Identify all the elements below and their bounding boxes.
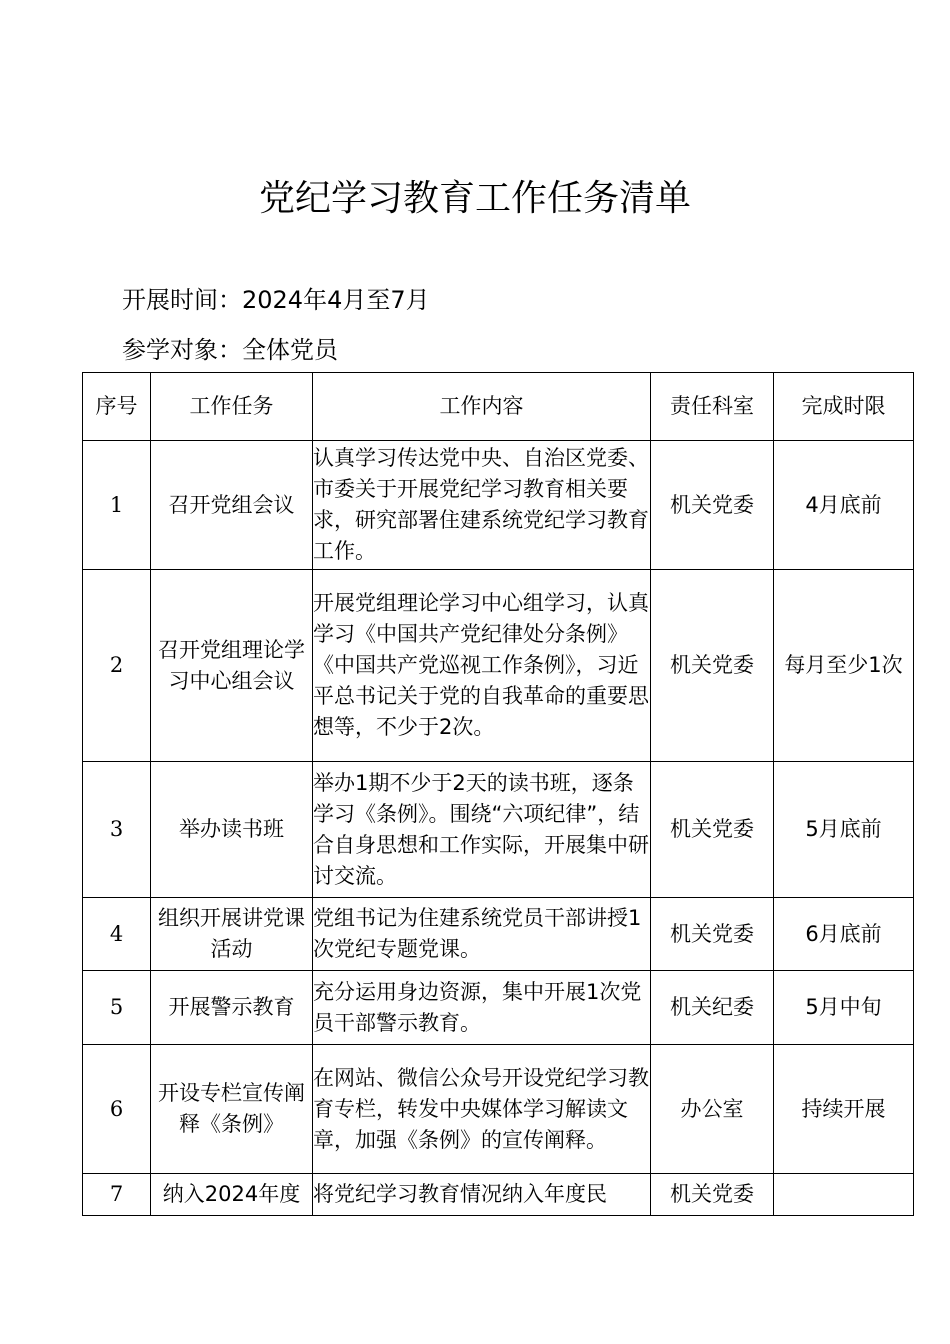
header-task: 工作任务 [151,373,313,441]
cell-deadline: 4月底前 [774,441,914,570]
table-row [83,441,914,570]
cell-content: 将党纪学习教育情况纳入年度民 [313,1174,651,1216]
cell-content: 举办1期不少于2天的读书班，逐条学习《条例》。围绕“六项纪律”，结合自身思想和工作实际，开展集中研讨交流。 [313,762,651,898]
cell-deadline: 5月底前 [774,762,914,898]
cell-task: 召开党组理论学习中心组会议 [151,570,313,762]
header-seq: 序号 [83,373,151,441]
table-row [83,570,914,762]
cell-deadline: 5月中旬 [774,971,914,1045]
cell-task: 开设专栏宣传阐释《条例》 [151,1045,313,1174]
cell-task: 纳入2024年度 [151,1174,313,1216]
table-row [83,898,914,971]
cell-dept: 机关党委 [651,441,774,570]
cell-content: 在网站、微信公众号开设党纪学习教育专栏，转发中央媒体学习解读文章，加强《条例》的宣传阐释。 [313,1045,651,1174]
cell-seq: 4 [83,898,151,971]
cell-seq: 1 [83,441,151,570]
schedule-line [122,280,430,315]
cell-deadline: 每月至少1次 [774,570,914,762]
cell-dept: 机关党委 [651,570,774,762]
schedule-label: 开展时间： [122,286,242,314]
cell-deadline: 持续开展 [774,1045,914,1174]
cell-seq: 6 [83,1045,151,1174]
header-dept: 责任科室 [651,373,774,441]
participants-value: 全体党员 [242,336,338,364]
cell-task: 组织开展讲党课活动 [151,898,313,971]
cell-dept: 机关党委 [651,898,774,971]
cell-dept: 办公室 [651,1045,774,1174]
table-row [83,1174,914,1216]
document-title: 党纪学习教育工作任务清单 [258,178,691,219]
cell-dept: 机关党委 [651,762,774,898]
table-row [83,762,914,898]
schedule-value: 2024年4月至7月 [242,286,430,314]
participants-line [122,330,338,365]
cell-task: 开展警示教育 [151,971,313,1045]
cell-deadline [774,1174,914,1216]
table-row [83,1045,914,1174]
cell-seq: 5 [83,971,151,1045]
cell-seq: 7 [83,1174,151,1216]
cell-dept: 机关党委 [651,1174,774,1216]
cell-seq: 2 [83,570,151,762]
cell-seq: 3 [83,762,151,898]
cell-deadline: 6月底前 [774,898,914,971]
task-table [82,372,914,1216]
cell-content: 认真学习传达党中央、自治区党委、市委关于开展党纪学习教育相关要求，研究部署住建系统党纪学习教育工作。 [313,441,651,570]
cell-content: 充分运用身边资源，集中开展1次党员干部警示教育。 [313,971,651,1045]
table-row [83,971,914,1045]
cell-content: 开展党组理论学习中心组学习，认真学习《中国共产党纪律处分条例》《中国共产党巡视工作条例》，习近平总书记关于党的自我革命的重要思想等，不少于2次。 [313,570,651,762]
cell-content: 党组书记为住建系统党员干部讲授1次党纪专题党课。 [313,898,651,971]
table-header-row [83,373,914,441]
participants-label: 参学对象： [122,336,242,364]
cell-task: 举办读书班 [151,762,313,898]
header-deadline: 完成时限 [774,373,914,441]
cell-dept: 机关纪委 [651,971,774,1045]
cell-task: 召开党组会议 [151,441,313,570]
header-content: 工作内容 [313,373,651,441]
